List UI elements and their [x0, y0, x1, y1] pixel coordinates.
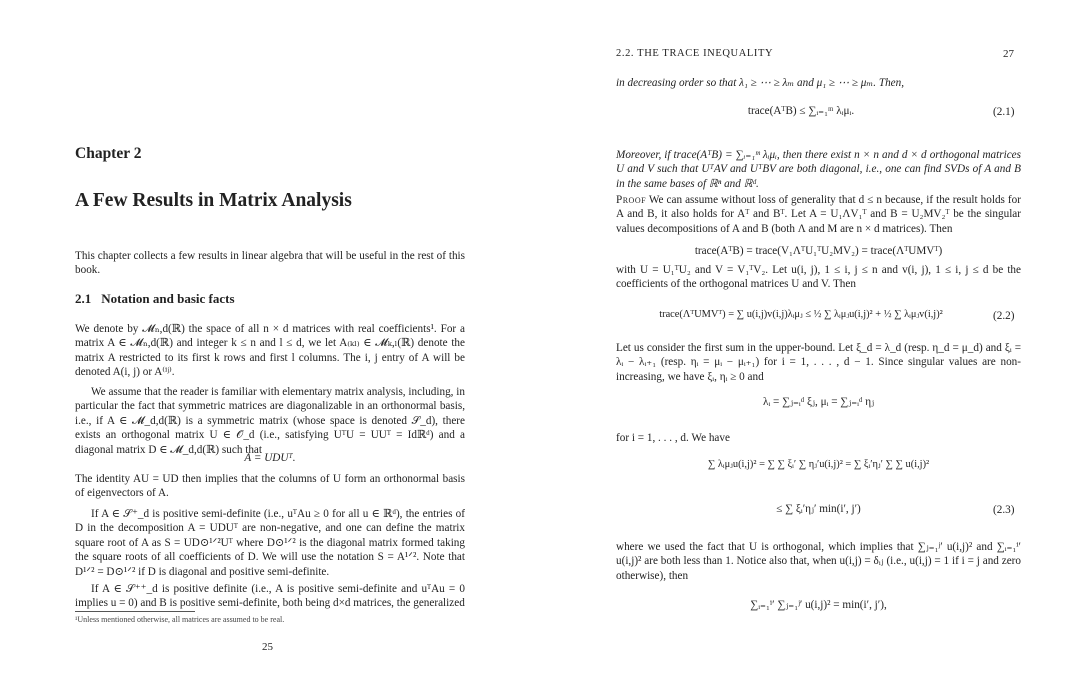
proof-paragraph-1: [616, 193, 1021, 236]
equation-number-2-2: (2.2): [993, 310, 1015, 322]
symmetric-paragraph: We assume that the reader is familiar with elementary matrix analysis, including, in particular the fact that symmetric matrices are diagonalizable in an orthonormal basis, i.e., if A ∈ 𝓜_d,d(ℝ) is a symmetric matrix (whose space is denoted 𝒮_d), there exists an orthogonal matrix U ∈ 𝒪_d (i.e., satisfying UᵀU = UUᵀ = Idℝᵈ) and a diagonal matrix D ∈ 𝓜_d,d(ℝ) such that: [75, 386, 465, 456]
proof-paragraph-2: with U = U₁ᵀU₂ and V = V₁ᵀV₂. Let u(i, j), 1 ≤ i, j ≤ n and v(i, j), 1 ≤ i, j ≤ d be the coefficients of the orthogonal matrices U and V. Then: [616, 264, 1021, 291]
equation-2-2: trace(ΛᵀUMVᵀ) = ∑ u(i,j)v(i,j)λᵢμⱼ ≤ ½ ∑ λᵢμⱼu(i,j)² + ½ ∑ λᵢμⱼv(i,j)²: [659, 309, 943, 320]
running-head: 2.2. THE TRACE INEQUALITY: [616, 48, 774, 59]
right-page: [540, 0, 1080, 699]
proof-paragraph-4: where we used the fact that U is orthogonal, which implies that ∑ⱼ₌₁ʲ′ u(i,j)² and ∑ᵢ₌₁ⁱ′ u(i,j)² are both less than 1. Notice also that, when u(i,j) = δᵢⱼ (i.e., u(i,j) = 1 if i = j and zero otherwise), then: [616, 541, 1021, 582]
theorem-moreover: Moreover, if trace(AᵀB) = ∑ᵢ₌₁ᵐ λᵢμᵢ, then there exist n × n and d × d orthogonal matrices U and V such that UᵀAV and UᵀBV are both diagonal, i.e., one can find SVDs of A and B in the same bases of ℝⁿ and ℝᵈ.: [616, 149, 1021, 190]
notation-paragraph: We denote by 𝓜ₙ,d(ℝ) the space of all n × d matrices with real coefficients¹. For a matrix A ∈ 𝓜ₙ,d(ℝ) and integer k ≤ n and l ≤ d, we let A₍ₖₗ₎ ∈ 𝓜ₖ,ₗ(ℝ) denote the matrix A restricted to its first k rows and first l columns. The i, j entry of A will be denoted A(i, j) or A⁽ⁱʲ⁾.: [75, 323, 465, 379]
equation-trace: trace(AᵀB) = trace(V₁ΛᵀU₁ᵀU₂MV₂) = trace(ΛᵀUMVᵀ): [694, 245, 943, 257]
section-number: 2.1: [75, 291, 92, 306]
proof-label: Proof: [616, 194, 647, 206]
proof-paragraph-3: Let us consider the first sum in the upper-bound. Let ξ_d = λ_d (resp. η_d = μ_d) and ξᵢ = λᵢ − λᵢ₊₁ (resp. ηᵢ = μᵢ − μᵢ₊₁) for i = 1, . . . , d − 1. Since singular values are non-increasing, we have ξᵢ, ηᵢ ≥ 0 and: [616, 342, 1021, 383]
equation-2-3-line-1: ∑ λᵢμⱼu(i,j)² = ∑ ∑ ξᵢ′ ∑ ηⱼ′u(i,j)² = ∑ ξᵢ′ηⱼ′ ∑ ∑ u(i,j)²: [707, 459, 930, 470]
psd-paragraph: If A ∈ 𝒮⁺_d is positive semi-definite (i.e., uᵀAu ≥ 0 for all u ∈ ℝᵈ), the entries of D in the decomposition A = UDUᵀ are non-negative, and one can define the matrix square root of A as S = UD⊙¹ᐟ²Uᵀ where D⊙¹ᐟ² is the diagonal matrix formed taking the square roots of all coefficients of D. We will use the notation S = A¹ᐟ². Note that D¹ᐟ² = D⊙¹ᐟ² if D is diagonal and positive semi-definite.: [75, 508, 465, 578]
page-number-right: 27: [1003, 48, 1014, 60]
chapter-title: A Few Results in Matrix Analysis: [75, 190, 352, 211]
equation-number-2-1: (2.1): [993, 106, 1015, 118]
theorem-lead: in decreasing order so that λ₁ ≥ ⋯ ≥ λₘ and μ₁ ≥ ⋯ ≥ μₘ. Then,: [616, 77, 905, 89]
equation-2-3-line-2: ≤ ∑ ξᵢ′ηⱼ′ min(i′, j′): [776, 503, 861, 515]
page-number-left: 25: [262, 641, 273, 653]
identity-paragraph: The identity AU = UD then implies that the columns of U form an orthonormal basis of eigenvectors of A.: [75, 473, 465, 500]
equation-number-2-3: (2.3): [993, 504, 1015, 516]
chapter-label: Chapter 2: [75, 145, 142, 162]
intro-paragraph: This chapter collects a few results in linear algebra that will be useful in the rest of this book.: [75, 250, 465, 277]
equation-audt: A = UDUᵀ.: [244, 452, 296, 464]
section-title: Notation and basic facts: [101, 291, 235, 306]
pd-paragraph: If A ∈ 𝒮⁺⁺_d is positive definite (i.e., A is positive semi-definite and uᵀAu = 0 implies u = 0) and B is positive semi-definite, both being d×d matrices, the generalized: [75, 583, 465, 610]
proof-text-1: We can assume without loss of generality that d ≤ n because, if the result holds for A and B, it also holds for Aᵀ and Bᵀ. Let A = U₁ΛV₁ᵀ and B = U₂MV₂ᵀ be the singular values decompositions of A and B (both Λ and M are n × d matrices). Then: [616, 194, 1021, 235]
equation-2-1: trace(AᵀB) ≤ ∑ᵢ₌₁ᵐ λᵢμᵢ.: [747, 105, 855, 117]
footnote: ¹Unless mentioned otherwise, all matrices are assumed to be real.: [75, 615, 285, 624]
equation-min: ∑ᵢ₌₁ⁱ′ ∑ⱼ₌₁ʲ′ u(i,j)² = min(i′, j′),: [750, 599, 887, 611]
footnote-rule: [75, 611, 195, 612]
section-heading: [75, 291, 235, 307]
equation-lambda-mu: λᵢ = ∑ⱼ₌ᵢᵈ ξⱼ, μᵢ = ∑ⱼ₌ᵢᵈ ηⱼ: [762, 396, 875, 408]
for-i-text: for i = 1, . . . , d. We have: [616, 432, 730, 444]
